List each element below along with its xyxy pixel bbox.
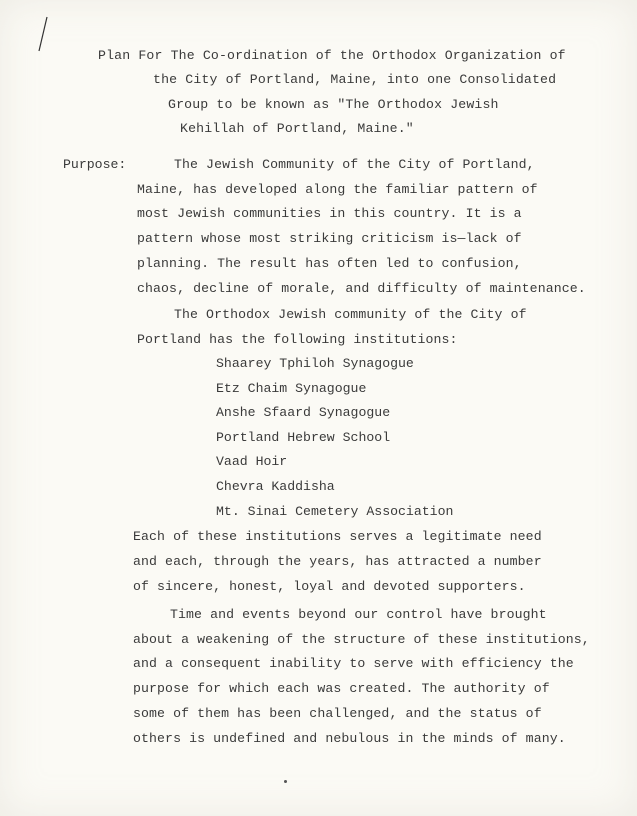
para4-line-6: others is undefined and nebulous in the minds of many. — [133, 731, 566, 746]
para1-line-2: Maine, has developed along the familiar pattern of — [137, 182, 538, 197]
para4-line-4: purpose for which each was created. The authority of — [133, 681, 550, 696]
para3-line-1: Each of these institutions serves a legitimate need — [133, 529, 542, 544]
para1-line-5: planning. The result has often led to confusion, — [137, 256, 522, 271]
title-line-2: the City of Portland, Maine, into one Consolidated — [153, 72, 557, 87]
institution-item: Anshe Sfaard Synagogue — [216, 405, 391, 420]
para4-line-2: about a weakening of the structure of these institutions, — [133, 632, 590, 647]
page-dot — [284, 780, 287, 783]
institution-item: Vaad Hoir — [216, 454, 288, 469]
institution-item: Chevra Kaddisha — [216, 479, 335, 494]
title-line-4: Kehillah of Portland, Maine." — [180, 121, 414, 136]
para4-line-5: some of them has been challenged, and the status of — [133, 706, 542, 721]
para1-line-4: pattern whose most striking criticism is—lack of — [137, 231, 522, 246]
para4-line-3: and a consequent inability to serve with efficiency the — [133, 656, 574, 671]
para1-line-6: chaos, decline of morale, and difficulty of maintenance. — [137, 281, 586, 296]
pen-mark — [38, 16, 48, 52]
institution-item: Etz Chaim Synagogue — [216, 381, 367, 396]
title-line-1: Plan For The Co-ordination of the Orthodox Organization of — [98, 48, 566, 63]
para3-line-3: of sincere, honest, loyal and devoted supporters. — [133, 579, 526, 594]
institution-item: Shaarey Tphiloh Synagogue — [216, 356, 414, 371]
institution-item: Portland Hebrew School — [216, 430, 391, 445]
purpose-label: Purpose: — [63, 157, 127, 172]
para1-line-3: most Jewish communities in this country. It is a — [137, 206, 522, 221]
institution-item: Mt. Sinai Cemetery Association — [216, 504, 454, 519]
title-line-3: Group to be known as "The Orthodox Jewish — [168, 97, 499, 112]
para1-line-1: The Jewish Community of the City of Portland, — [174, 157, 535, 172]
para2-line-2: Portland has the following institutions: — [137, 332, 458, 347]
para2-line-1: The Orthodox Jewish community of the City of — [174, 307, 527, 322]
para4-line-1: Time and events beyond our control have brought — [170, 607, 547, 622]
para3-line-2: and each, through the years, has attracted a number — [133, 554, 542, 569]
